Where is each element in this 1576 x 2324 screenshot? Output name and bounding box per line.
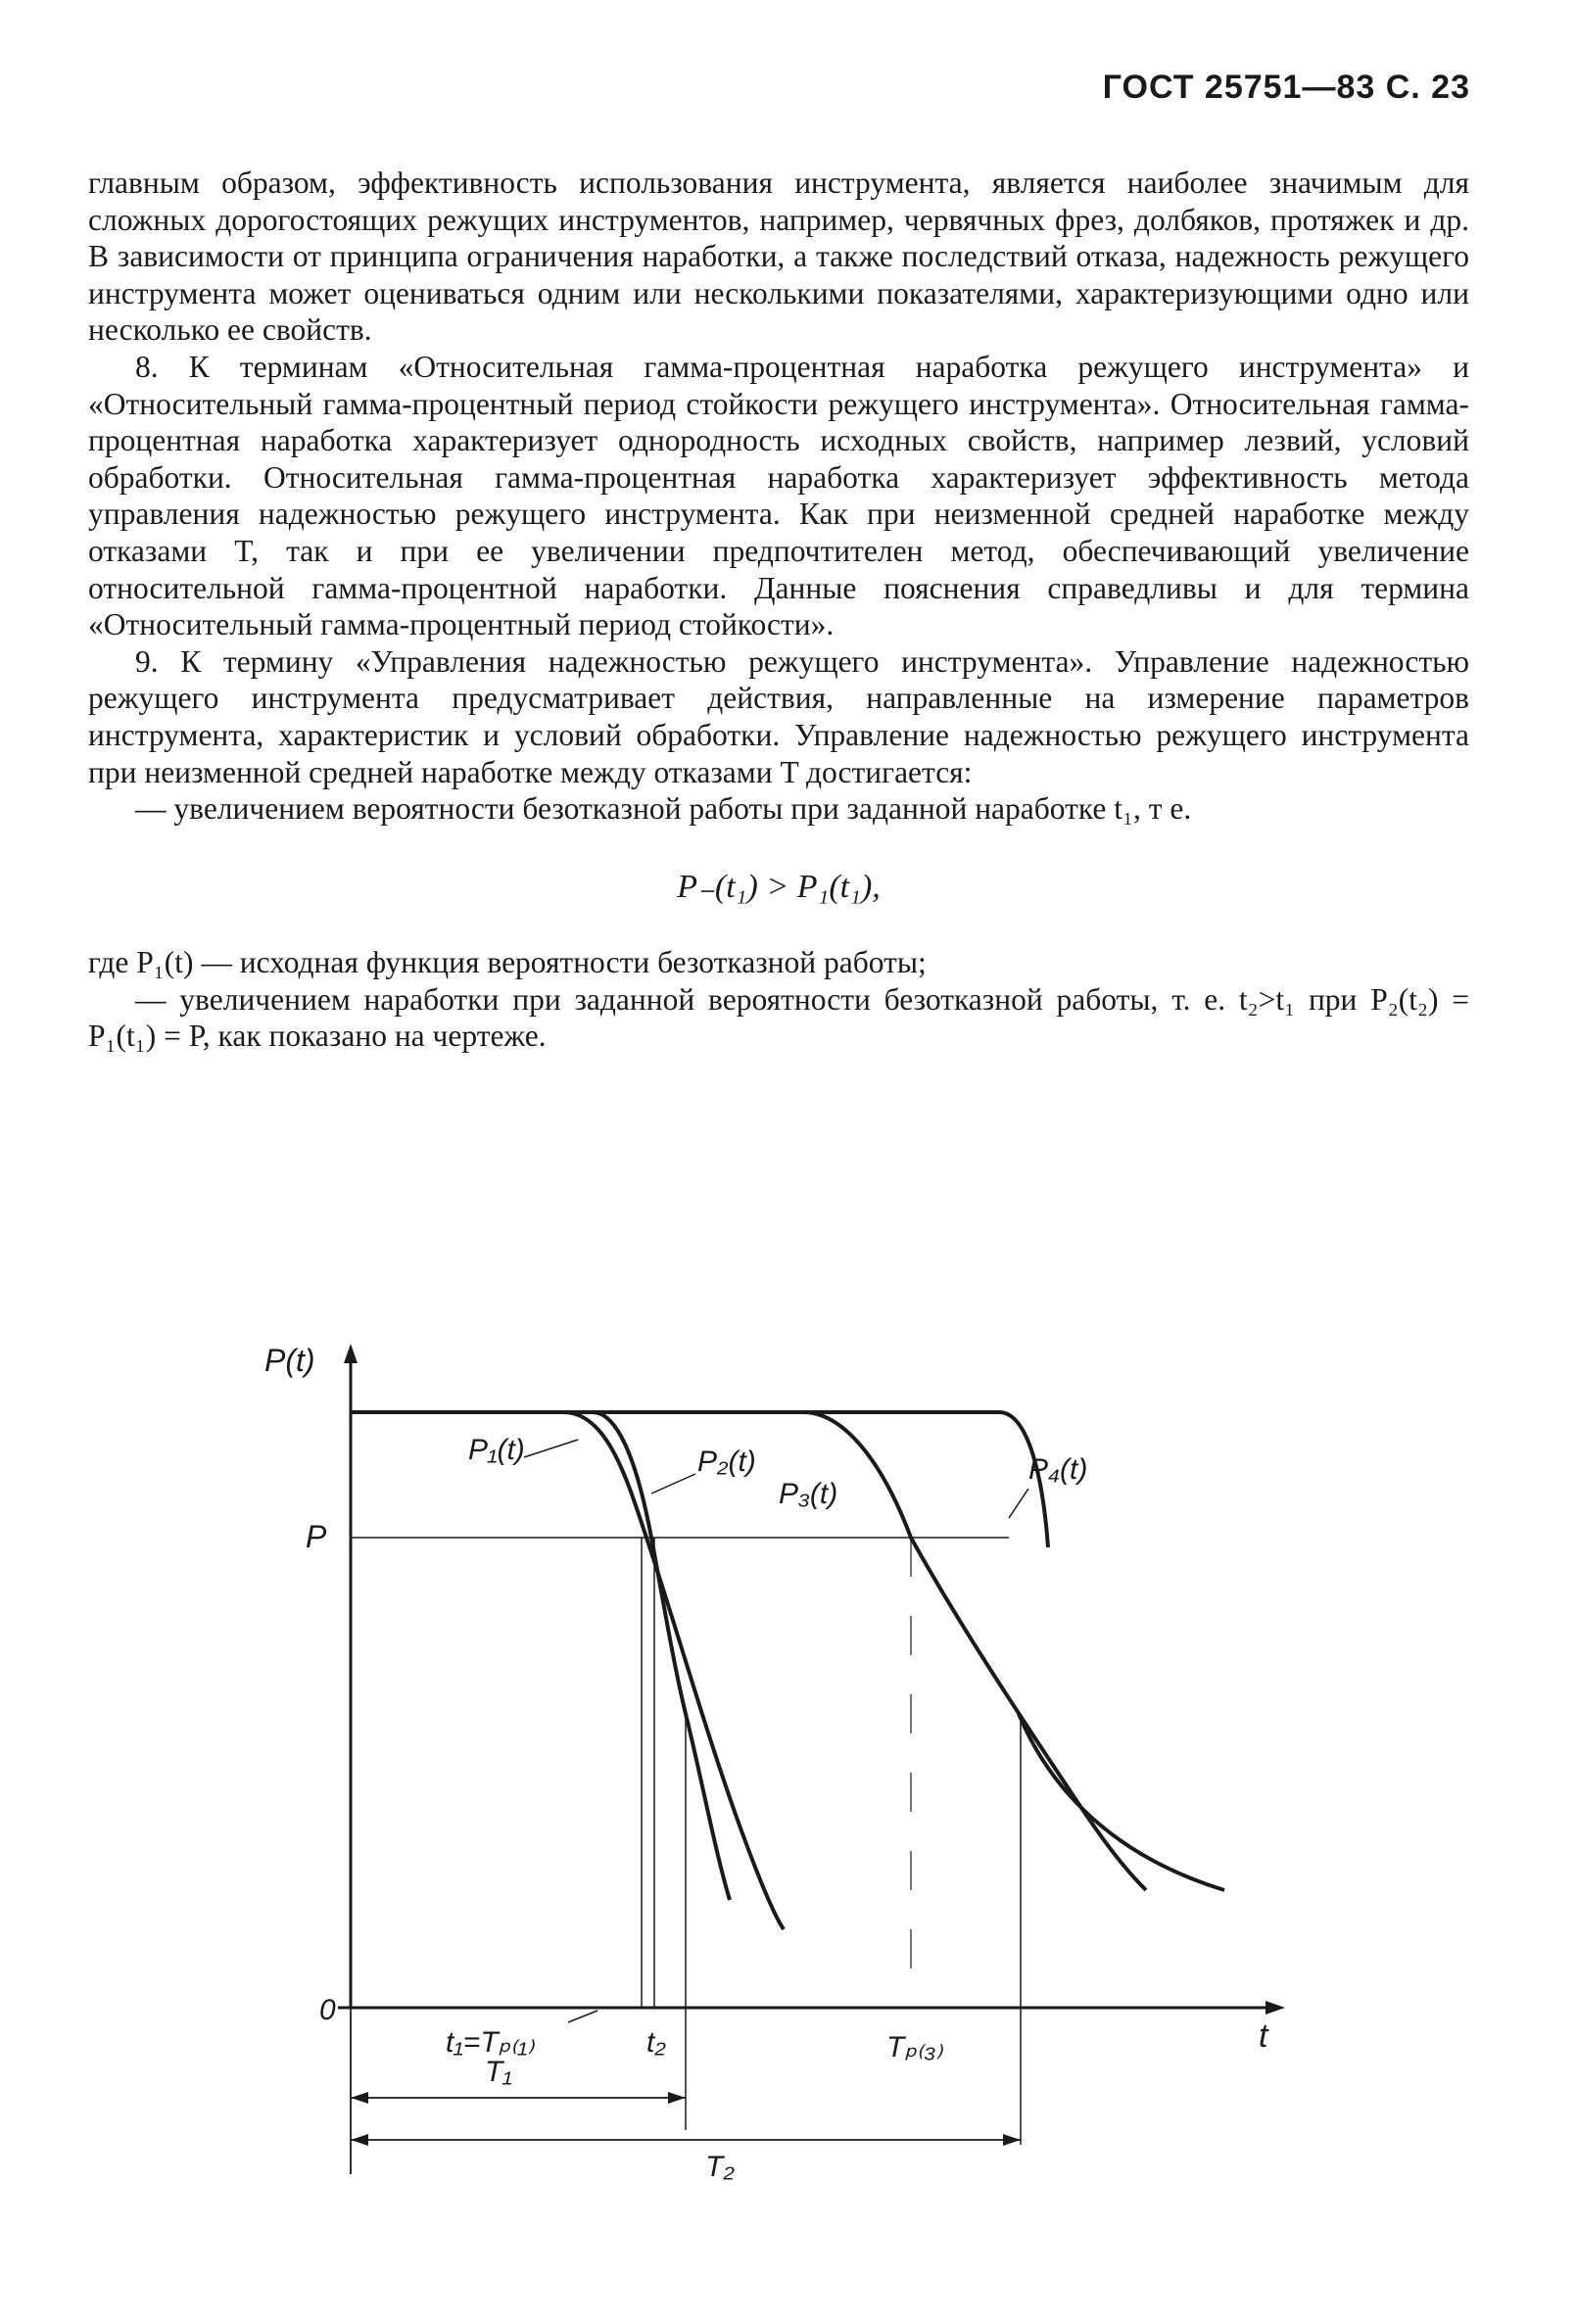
T1-arrow-left — [351, 2092, 368, 2104]
T2-label: T₂ — [705, 2151, 735, 2183]
t1-label: t₁=Tₚ₍₁₎ — [446, 2026, 535, 2059]
p2-leader — [651, 1474, 695, 1494]
formula: P₋(t₁) > P₁(t₁), — [677, 868, 881, 905]
x-axis-arrow — [1266, 2001, 1285, 2015]
t1-leader — [568, 2011, 597, 2022]
curve-p4 — [351, 1412, 1048, 1547]
reliability-chart — [0, 1303, 1576, 2184]
paragraph-9: 9. К термину «Управления надежностью режущего инструмента». Управление надежностью режущего инструмента предусматривает действия, направленные на измерение параметров инструмента, характеристик и условий обработки. Управление надежностью режущего инструмента при неизменной средней наработке между отказами T достигается: — [88, 643, 1469, 789]
dash-item-2: — увеличением наработки при заданной вероятности безотказной работы, т. е. t₂>t₁ при P₂(t₂) = P₁(t₁) = P, как показано на чертеже. — [88, 981, 1469, 1054]
y-axis-label: P(t) — [264, 1343, 315, 1378]
curve-p2 — [351, 1412, 730, 1900]
page-header: ГОСТ 25751—83 С. 23 — [1102, 69, 1470, 106]
T2-arrow-right — [1003, 2134, 1021, 2146]
origin-label: 0 — [319, 1994, 336, 2026]
p1-leader — [524, 1440, 578, 1457]
body-text — [88, 165, 1469, 1055]
curve-p2-label: P₂(t) — [697, 1446, 756, 1478]
p-level-label: P — [306, 1519, 327, 1554]
curve-p4-label: P₄(t) — [1028, 1453, 1088, 1486]
y-axis-arrow — [344, 1344, 358, 1363]
t2-label: t₂ — [646, 2026, 666, 2059]
T1-label: T₁ — [485, 2056, 512, 2088]
paragraph-8: 8. К терминам «Относительная гамма-процентная наработка режущего инструмента» и «Относительный гамма-процентный период стойкости режущего инструмента». Относительная гамма-процентная наработка характеризует однородность исходных свойств, например лезвий, условий обработки. Относительная гамма-процентная наработка характеризует эффективность метода управления надежностью режущего инструмента. Как при неизменной средней наработке между отказами T, так и при ее увеличении предпочтителен метод, обеспечивающий увеличение относительной гамма-процентной наработки. Данные пояснения справедливы и для термина «Относительный гамма-процентный период стойкости». — [88, 349, 1469, 642]
reliability-figure — [0, 1303, 1576, 2184]
formula-where: где P₁(t) — исходная функция вероятности безотказной работы; — [88, 945, 927, 980]
curve-p3 — [351, 1412, 1146, 1890]
T2-arrow-left — [351, 2134, 368, 2146]
curve-p3-label: P₃(t) — [779, 1478, 838, 1510]
curve-p1-label: P₁(t) — [468, 1434, 525, 1466]
dash-item-1: — увеличением вероятности безотказной работы при заданной наработке t₁, т е. — [135, 791, 1192, 827]
T1-arrow-right — [668, 2092, 686, 2104]
tp3-label: Tₚ₍₃₎ — [886, 2031, 943, 2063]
x-axis-label: t — [1259, 2017, 1268, 2055]
paragraph-continuation: главным образом, эффективность использования инструмента, является наиболее значимым для сложных дорогостоящих режущих инструментов, например, червячных фрез, долбяков, протяжек и др. В зависимости от принципа ограничения наработки, а также последствий отказа, надежность режущего инструмента может оцениваться одним или несколькими показателями, характеризующими одно или несколько ее свойств. — [88, 166, 1469, 348]
p4-leader — [1009, 1489, 1028, 1518]
